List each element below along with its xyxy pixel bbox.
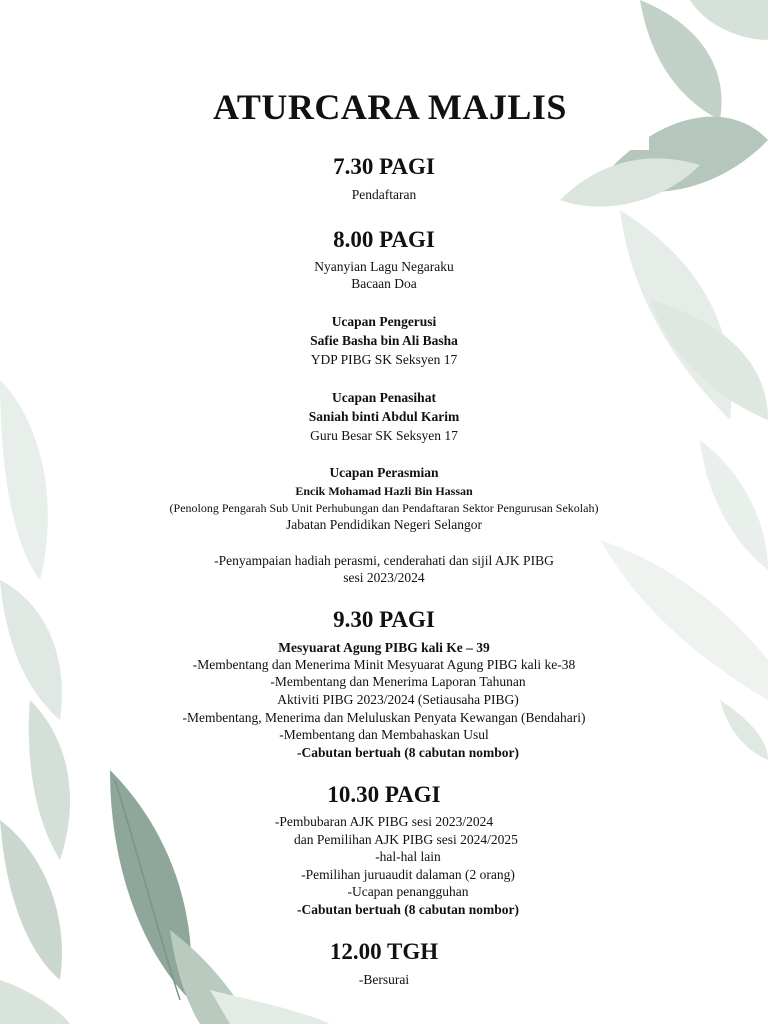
speech-title: Ucapan Pengerusi [331,314,437,329]
agenda-item: -Bersurai [358,972,410,987]
time-heading: 10.30 PAGI [327,782,441,807]
agenda-item: Bacaan Doa [351,276,417,291]
agenda-item: Nyanyian Lagu Negaraku [314,259,454,274]
agenda-item: -Penyampaian hadiah perasmi, cenderahati dan sijil AJK PIBG [214,553,554,568]
agenda-item: -Pembubaran AJK PIBG sesi 2023/2024 [274,814,494,829]
time-heading: 8.00 PAGI [333,227,435,252]
page-title: ATURCARA MAJLIS [213,87,567,127]
speech-title: Ucapan Penasihat [332,390,436,405]
time-heading: 12.00 TGH [329,939,439,964]
time-heading: 7.30 PAGI [333,154,435,179]
time-heading: 9.30 PAGI [333,607,435,632]
agenda-item: -Membentang dan Menerima Laporan Tahunan [270,674,526,689]
agenda-item: -Ucapan penangguhan [347,884,469,899]
speaker-role: YDP PIBG SK Seksyen 17 [310,352,458,367]
agenda-item: -Cabutan bertuah (8 cabutan nombor) [296,745,520,760]
agenda-item: -Cabutan bertuah (8 cabutan nombor) [296,902,520,917]
agenda-item: Mesyuarat Agung PIBG kali Ke – 39 [278,640,490,655]
speech-title: Ucapan Perasmian [329,465,439,480]
agenda-item: dan Pemilihan AJK PIBG sesi 2024/2025 [294,832,518,847]
agenda-item: -Membentang, Menerima dan Meluluskan Penyata Kewangan (Bendahari) [182,710,586,725]
agenda-item: -Membentang dan Membahaskan Usul [279,727,489,742]
agenda-item: Pendaftaran [351,187,417,202]
agenda-item: Aktiviti PIBG 2023/2024 (Setiausaha PIBG) [277,692,519,707]
speaker-name: Saniah binti Abdul Karim [308,409,460,424]
speaker-name: Safie Basha bin Ali Basha [310,333,458,348]
agenda-item: sesi 2023/2024 [343,570,425,585]
speaker-role: (Penolong Pengarah Sub Unit Perhubungan dan Pendaftaran Sektor Pengurusan Sekolah) [169,501,599,515]
speaker-name: Encik Mohamad Hazli Bin Hassan [295,484,473,498]
speaker-role: Jabatan Pendidikan Negeri Selangor [285,517,483,532]
agenda-item: -hal-hal lain [375,849,441,864]
agenda-item: -Membentang dan Menerima Minit Mesyuarat Agung PIBG kali ke-38 [192,657,576,672]
speaker-role: Guru Besar SK Seksyen 17 [310,428,458,443]
agenda-item: -Pemilihan juruaudit dalaman (2 orang) [301,867,515,882]
